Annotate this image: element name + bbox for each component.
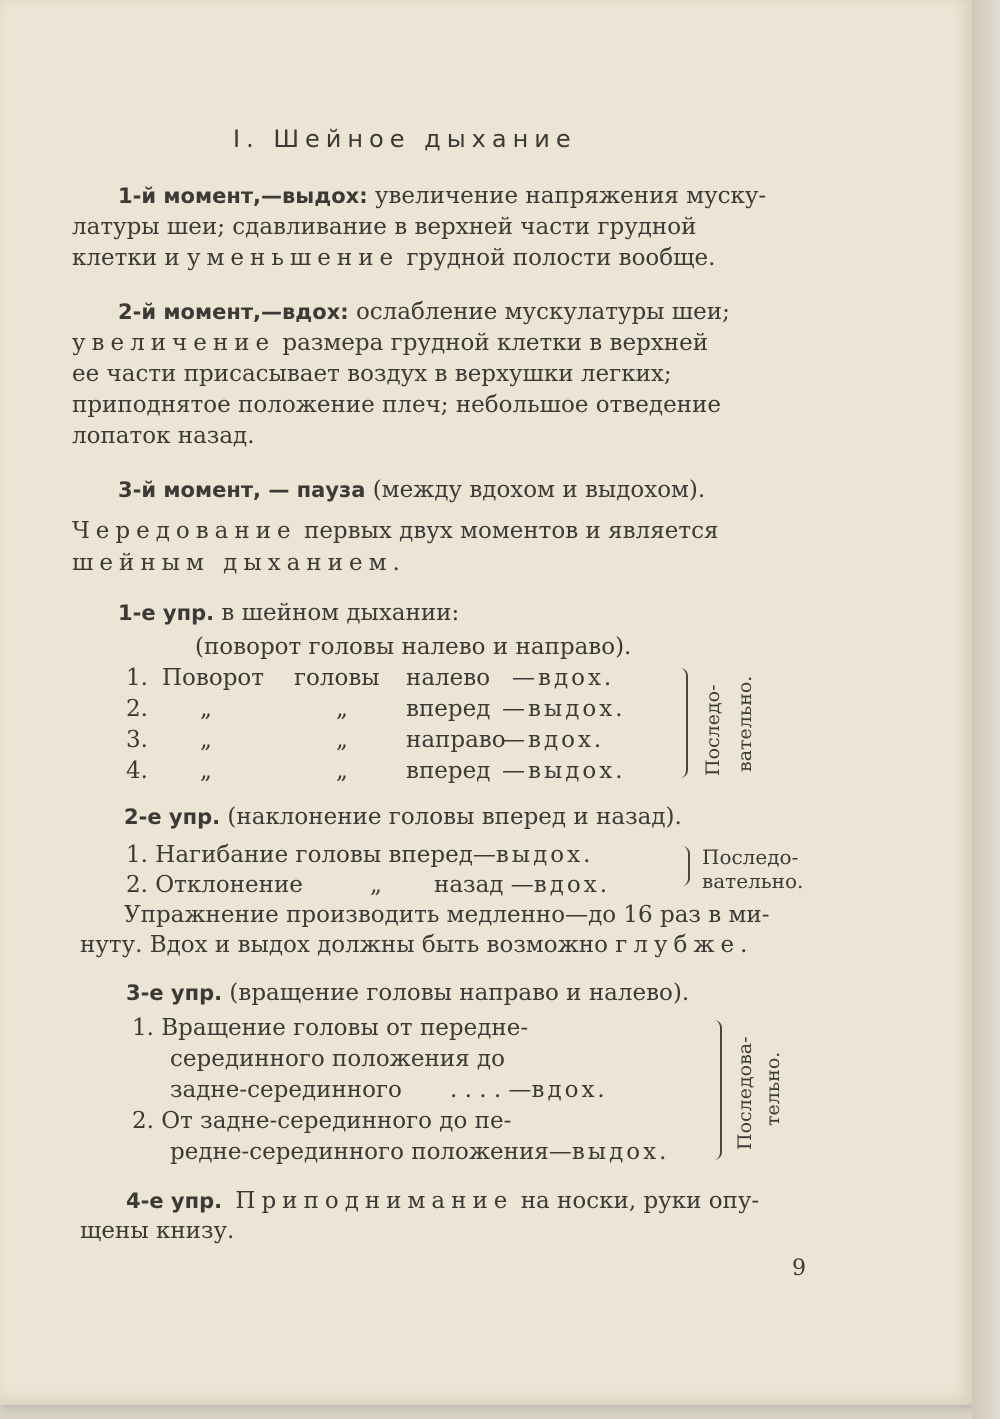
- p2-line-4: приподнятое положение плеч; небольшое отведение: [72, 392, 721, 418]
- ex1-brace: [678, 668, 688, 778]
- p2-line-5: лопаток назад.: [72, 423, 255, 449]
- ex1-row-1-d: —вдох.: [512, 665, 615, 691]
- ex3-brace: [710, 1020, 722, 1160]
- ex2-row-2a: 2. Отклонение: [126, 872, 303, 898]
- ex3-title-rest: (вращение головы направо и налево).: [222, 980, 690, 1006]
- ex2-note-line-1: Упражнение производить медленно—до 16 раз в ми-: [124, 902, 770, 928]
- page-number: 9: [792, 1256, 806, 1281]
- ex3-line-3: [170, 1075, 402, 1105]
- ex3-line-3-tail: [450, 1075, 608, 1105]
- ex2-n2a: нуту. Вдох и выдох должны быть возможно: [80, 932, 616, 958]
- ex2-title-rest: (наклонение головы вперед и назад).: [220, 804, 682, 830]
- ex2-row-1: [126, 840, 593, 870]
- ex4-line-2: щены книзу.: [80, 1218, 235, 1244]
- ex3-side-label-b: тельно.: [762, 1051, 784, 1126]
- ex3-lead: 3-е упр.: [126, 981, 223, 1005]
- ex2-row-2c: [434, 870, 610, 900]
- p3-l2a: Чередование: [72, 518, 297, 544]
- ex1-row-3-b: „: [336, 727, 348, 753]
- chapter-title: I. Шейное дыхание: [233, 125, 577, 153]
- ex1-row-4-num: 4.: [126, 758, 148, 784]
- p2-line-1: [118, 297, 730, 327]
- ex1-row-4-c: вперед: [406, 758, 491, 784]
- ex2-lead: 2-е упр.: [124, 805, 221, 829]
- ex2-r1: 1. Нагибание головы вперед—: [126, 842, 496, 868]
- ex1-title: [118, 598, 459, 628]
- p1-line-3: [72, 243, 715, 273]
- ex1-row-3-c: направо: [406, 727, 506, 753]
- ex2-side-label-b: вательно.: [702, 869, 804, 893]
- ex1-side-label-b: вательно.: [734, 675, 756, 772]
- ex2-row-2b: „: [370, 872, 382, 898]
- p2-lead: 2-й момент,—вдох:: [118, 300, 349, 324]
- p3-l2b: первых двух моментов и является: [296, 518, 719, 544]
- ex3-line-1: 1. Вращение головы от передне-: [132, 1015, 529, 1041]
- ex2-r2c: назад —: [434, 872, 534, 898]
- ex1-row-3-d: —вдох.: [502, 727, 605, 753]
- p1-l1: увеличение напряжения муску-: [367, 183, 767, 209]
- p2-line-2: [72, 328, 708, 358]
- ex1-row-4-a: „: [200, 758, 212, 784]
- ex3-line-5: [170, 1137, 669, 1167]
- ex1-row-4-b: „: [336, 758, 348, 784]
- ex3-l5a: редне-серединного положения—: [170, 1139, 572, 1165]
- p2-line-3: ее части присасывает воздух в верхушки легких;: [72, 361, 672, 387]
- ex1-lead: 1-е упр.: [118, 601, 215, 625]
- ex1-subtitle: (поворот головы налево и направо).: [195, 634, 632, 660]
- ex1-row-3-num: 3.: [126, 727, 148, 753]
- ex1-row-2-a: „: [200, 696, 212, 722]
- p3-line-1: [118, 475, 705, 505]
- p3-line-2: [72, 516, 718, 546]
- p2-l2a: увеличение: [72, 330, 276, 356]
- ex3-l3b: . . . . —: [450, 1077, 532, 1103]
- ex1-row-2-d: —выдох.: [502, 696, 626, 722]
- ex1-row-1-num: 1.: [126, 665, 148, 691]
- ex2-note-line-2: [80, 930, 753, 960]
- ex1-row-1-a: Поворот: [162, 665, 264, 691]
- ex1-row-2-c: вперед: [406, 696, 491, 722]
- p1-l3c: грудной полости вообще.: [399, 245, 716, 271]
- ex3-l5b: выдох.: [571, 1139, 670, 1165]
- p1-line-2: латуры шеи; сдавливание в верхней части грудной: [72, 214, 697, 240]
- ex1-row-4-d: —выдох.: [502, 758, 626, 784]
- ex1-row-2-num: 2.: [126, 696, 148, 722]
- ex2-title: [124, 802, 682, 832]
- ex4-l1b: на носки, руки опу-: [513, 1188, 760, 1214]
- ex4-l1a: Приподнимание: [222, 1188, 514, 1214]
- p2-l2b: размера грудной клетки в верхней: [275, 330, 709, 356]
- ex2-n2b: глубже.: [615, 932, 754, 958]
- ex2-brace: [682, 846, 690, 886]
- ex3-l3a: задне-серединного: [170, 1077, 402, 1103]
- p3-l1: (между вдохом и выдохом).: [365, 477, 706, 503]
- ex1-row-2-b: „: [336, 696, 348, 722]
- ex3-title: [126, 978, 689, 1008]
- ex2-r2d: вдох.: [533, 872, 611, 898]
- ex3-l3c: вдох.: [531, 1077, 608, 1103]
- ex2-r1b: выдох.: [495, 842, 594, 868]
- ex1-row-1-b: головы: [294, 665, 380, 691]
- ex3-line-2: серединного положения до: [170, 1046, 505, 1072]
- ex4-lead: 4-е упр.: [126, 1189, 223, 1213]
- ex1-row-1-c: налево: [406, 665, 491, 691]
- ex1-side-label-a: Последо-: [702, 684, 724, 776]
- p1-l3b: уменьшение: [186, 245, 400, 271]
- p2-l1: ослабление мускулатуры шеи;: [348, 299, 730, 325]
- p3-lead: 3-й момент, — пауза: [118, 478, 366, 502]
- ex1-row-3-a: „: [200, 727, 212, 753]
- p3-line-3: шейным дыханием.: [72, 550, 406, 576]
- p1-line-1: [118, 181, 766, 211]
- p1-lead: 1-й момент,—выдох:: [118, 184, 368, 208]
- ex4-line-1: [126, 1186, 759, 1216]
- ex3-line-4: 2. От задне-серединного до пе-: [132, 1108, 512, 1134]
- ex3-side-label-a: Последова-: [734, 1036, 756, 1150]
- p1-l3a: клетки и: [72, 245, 187, 271]
- page-edge: [972, 0, 1000, 1419]
- ex2-side-label-a: Последо-: [702, 845, 799, 869]
- ex1-title-rest: в шейном дыхании:: [214, 600, 460, 626]
